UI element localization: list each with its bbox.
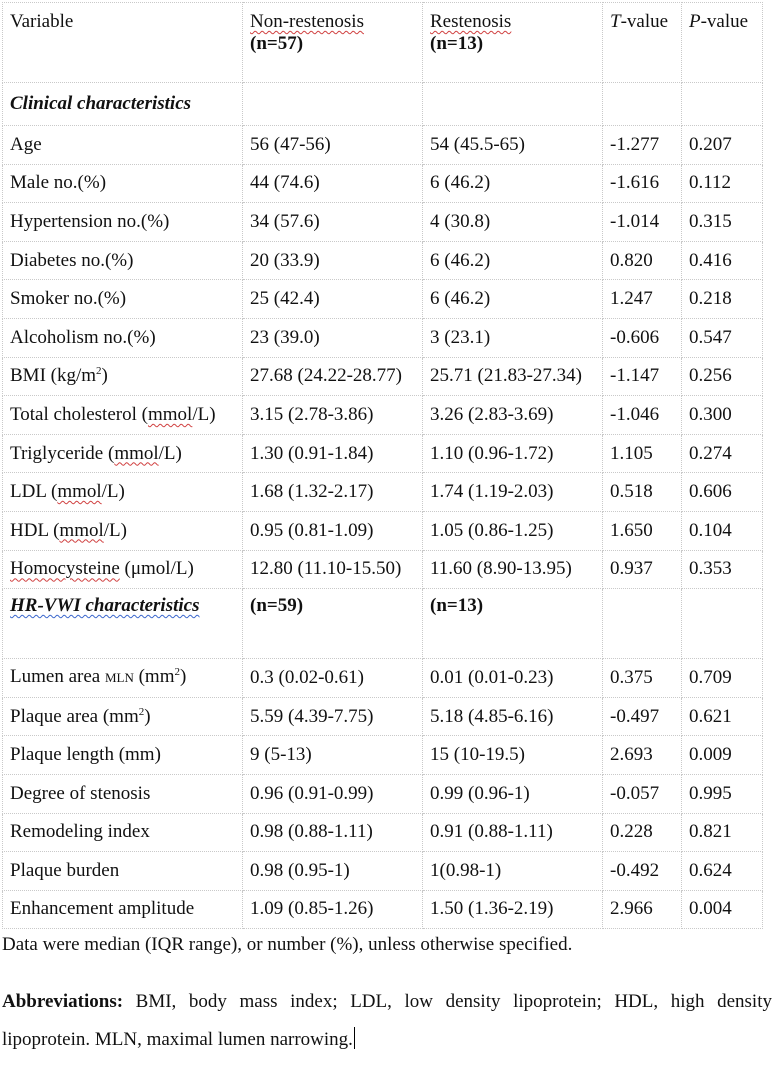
cell-t-value: -1.147 — [603, 357, 682, 396]
table-row — [3, 203, 763, 242]
cell-restenosis: 25.71 (21.83-27.34) — [423, 357, 603, 396]
cell-variable: Remodeling index — [3, 813, 243, 852]
table-row — [3, 473, 763, 512]
header-variable: Variable — [3, 3, 243, 83]
cell-t-value: 0.228 — [603, 813, 682, 852]
cell-non-restenosis: 5.59 (4.39-7.75) — [243, 697, 423, 736]
cell-p-value: 0.353 — [682, 550, 763, 589]
cell-non-restenosis: 34 (57.6) — [243, 203, 423, 242]
table-row — [3, 852, 763, 891]
cell-non-restenosis: 0.98 (0.95-1) — [243, 852, 423, 891]
table-row — [3, 357, 763, 396]
header-t-value: T-value — [603, 3, 682, 83]
cell-p-value: 0.416 — [682, 241, 763, 280]
cell-non-restenosis: 20 (33.9) — [243, 241, 423, 280]
hr-vwi-res-n: (n=13) — [423, 589, 603, 659]
cell-non-restenosis: 0.98 (0.88-1.11) — [243, 813, 423, 852]
cell-restenosis: 15 (10-19.5) — [423, 736, 603, 775]
cell-variable: Plaque length (mm) — [3, 736, 243, 775]
cell-non-restenosis: 9 (5-13) — [243, 736, 423, 775]
table-row — [3, 659, 763, 698]
table-row — [3, 550, 763, 589]
table-row — [3, 511, 763, 550]
cell-p-value: 0.256 — [682, 357, 763, 396]
cell-variable: Male no.(%) — [3, 164, 243, 203]
cell-p-value: 0.274 — [682, 434, 763, 473]
cell-restenosis: 6 (46.2) — [423, 164, 603, 203]
cell-p-value: 0.821 — [682, 813, 763, 852]
cell-non-restenosis: 1.68 (1.32-2.17) — [243, 473, 423, 512]
cell-variable: Lumen area MLN $(mm^2)$ — [3, 659, 243, 698]
cell-restenosis: 54 (45.5-65) — [423, 126, 603, 165]
cell-non-restenosis: 56 (47-56) — [243, 126, 423, 165]
cell-non-restenosis: 25 (42.4) — [243, 280, 423, 319]
cell-restenosis: 1.10 (0.96-1.72) — [423, 434, 603, 473]
cell-non-restenosis: 1.30 (0.91-1.84) — [243, 434, 423, 473]
cell-restenosis: 5.18 (4.85-6.16) — [423, 697, 603, 736]
cell-t-value: -0.497 — [603, 697, 682, 736]
cell-t-value: -0.606 — [603, 318, 682, 357]
table-header-row — [3, 3, 763, 83]
cell-non-restenosis: 27.68 (24.22-28.77) — [243, 357, 423, 396]
cell-variable: Diabetes no.(%) — [3, 241, 243, 280]
header-p-value: P-value — [682, 3, 763, 83]
cell-p-value: 0.009 — [682, 736, 763, 775]
cell-t-value: -0.492 — [603, 852, 682, 891]
cell-t-value: 0.937 — [603, 550, 682, 589]
cell-variable: Homocysteine (μmol/L) — [3, 550, 243, 589]
cell-variable: Age — [3, 126, 243, 165]
cell-t-value: 0.820 — [603, 241, 682, 280]
cell-t-value: 1.105 — [603, 434, 682, 473]
cell-p-value: 0.300 — [682, 396, 763, 435]
section-title-hr-vwi: HR-VWI characteristics — [3, 589, 243, 659]
cell-p-value: 0.207 — [682, 126, 763, 165]
hr-vwi-non-n: (n=59) — [243, 589, 423, 659]
cell-variable: BMI $(kg/m^2)$ — [3, 357, 243, 396]
cell-p-value: 0.104 — [682, 511, 763, 550]
table-row — [3, 774, 763, 813]
table-row — [3, 280, 763, 319]
cell-non-restenosis: 0.3 (0.02-0.61) — [243, 659, 423, 698]
cell-p-value: 0.621 — [682, 697, 763, 736]
cell-t-value: 1.650 — [603, 511, 682, 550]
cell-t-value: 0.375 — [603, 659, 682, 698]
cell-t-value: -1.616 — [603, 164, 682, 203]
table-row — [3, 318, 763, 357]
cell-non-restenosis: 44 (74.6) — [243, 164, 423, 203]
section-row-clinical — [3, 83, 763, 126]
cell-variable: Plaque area $(mm^2)$ — [3, 697, 243, 736]
clinical-rows — [3, 126, 763, 589]
cell-t-value: 0.518 — [603, 473, 682, 512]
cell-t-value: 1.247 — [603, 280, 682, 319]
text-cursor — [354, 1027, 355, 1049]
table-row — [3, 736, 763, 775]
cell-p-value: 0.624 — [682, 852, 763, 891]
cell-p-value: 0.995 — [682, 774, 763, 813]
cell-p-value: 0.218 — [682, 280, 763, 319]
data-note: Data were median (IQR range), or number (%), unless otherwise specified. — [2, 934, 573, 955]
section-row-hr-vwi — [3, 589, 763, 659]
hr-vwi-rows — [3, 659, 763, 929]
cell-non-restenosis: 0.96 (0.91-0.99) — [243, 774, 423, 813]
cell-restenosis: 6 (46.2) — [423, 241, 603, 280]
table-row — [3, 813, 763, 852]
cell-restenosis: 1(0.98-1) — [423, 852, 603, 891]
cell-variable: Smoker no.(%) — [3, 280, 243, 319]
cell-variable: Alcoholism no.(%) — [3, 318, 243, 357]
cell-restenosis: 0.99 (0.96-1) — [423, 774, 603, 813]
cell-variable: Plaque burden — [3, 852, 243, 891]
table-row — [3, 126, 763, 165]
cell-restenosis: 0.01 (0.01-0.23) — [423, 659, 603, 698]
results-table — [2, 2, 763, 929]
cell-variable: LDL (mmol/L) — [3, 473, 243, 512]
cell-restenosis: 1.74 (1.19-2.03) — [423, 473, 603, 512]
cell-restenosis: 6 (46.2) — [423, 280, 603, 319]
table-row — [3, 241, 763, 280]
cell-t-value: -1.277 — [603, 126, 682, 165]
cell-variable: HDL (mmol/L) — [3, 511, 243, 550]
cell-non-restenosis: 3.15 (2.78-3.86) — [243, 396, 423, 435]
cell-restenosis: 4 (30.8) — [423, 203, 603, 242]
cell-variable: Total cholesterol (mmol/L) — [3, 396, 243, 435]
cell-p-value: 0.004 — [682, 890, 763, 929]
header-non-restenosis: Non-restenosis (n=57) — [243, 3, 423, 83]
cell-t-value: -0.057 — [603, 774, 682, 813]
cell-t-value: -1.014 — [603, 203, 682, 242]
cell-variable: Hypertension no.(%) — [3, 203, 243, 242]
table-row — [3, 396, 763, 435]
cell-restenosis: 3.26 (2.83-3.69) — [423, 396, 603, 435]
cell-non-restenosis: 1.09 (0.85-1.26) — [243, 890, 423, 929]
cell-p-value: 0.606 — [682, 473, 763, 512]
table-row — [3, 697, 763, 736]
cell-non-restenosis: 12.80 (11.10-15.50) — [243, 550, 423, 589]
cell-p-value: 0.112 — [682, 164, 763, 203]
header-restenosis: Restenosis (n=13) — [423, 3, 603, 83]
table-row — [3, 434, 763, 473]
section-title-clinical: Clinical characteristics — [3, 83, 243, 126]
cell-p-value: 0.709 — [682, 659, 763, 698]
cell-variable: Triglyceride (mmol/L) — [3, 434, 243, 473]
abbreviations-note: Abbreviations: BMI, body mass index; LDL, low density lipoprotein; HDL, high density lipoprotein. MLN, maximal lumen narrowing. — [2, 991, 772, 1050]
cell-t-value: 2.966 — [603, 890, 682, 929]
cell-restenosis: 11.60 (8.90-13.95) — [423, 550, 603, 589]
table-row — [3, 890, 763, 929]
cell-p-value: 0.315 — [682, 203, 763, 242]
cell-restenosis: 1.05 (0.86-1.25) — [423, 511, 603, 550]
cell-restenosis: 0.91 (0.88-1.11) — [423, 813, 603, 852]
cell-non-restenosis: 23 (39.0) — [243, 318, 423, 357]
cell-p-value: 0.547 — [682, 318, 763, 357]
cell-variable: Degree of stenosis — [3, 774, 243, 813]
cell-restenosis: 1.50 (1.36-2.19) — [423, 890, 603, 929]
table-row — [3, 164, 763, 203]
cell-non-restenosis: 0.95 (0.81-1.09) — [243, 511, 423, 550]
cell-t-value: -1.046 — [603, 396, 682, 435]
cell-t-value: 2.693 — [603, 736, 682, 775]
cell-variable: Enhancement amplitude — [3, 890, 243, 929]
cell-restenosis: 3 (23.1) — [423, 318, 603, 357]
